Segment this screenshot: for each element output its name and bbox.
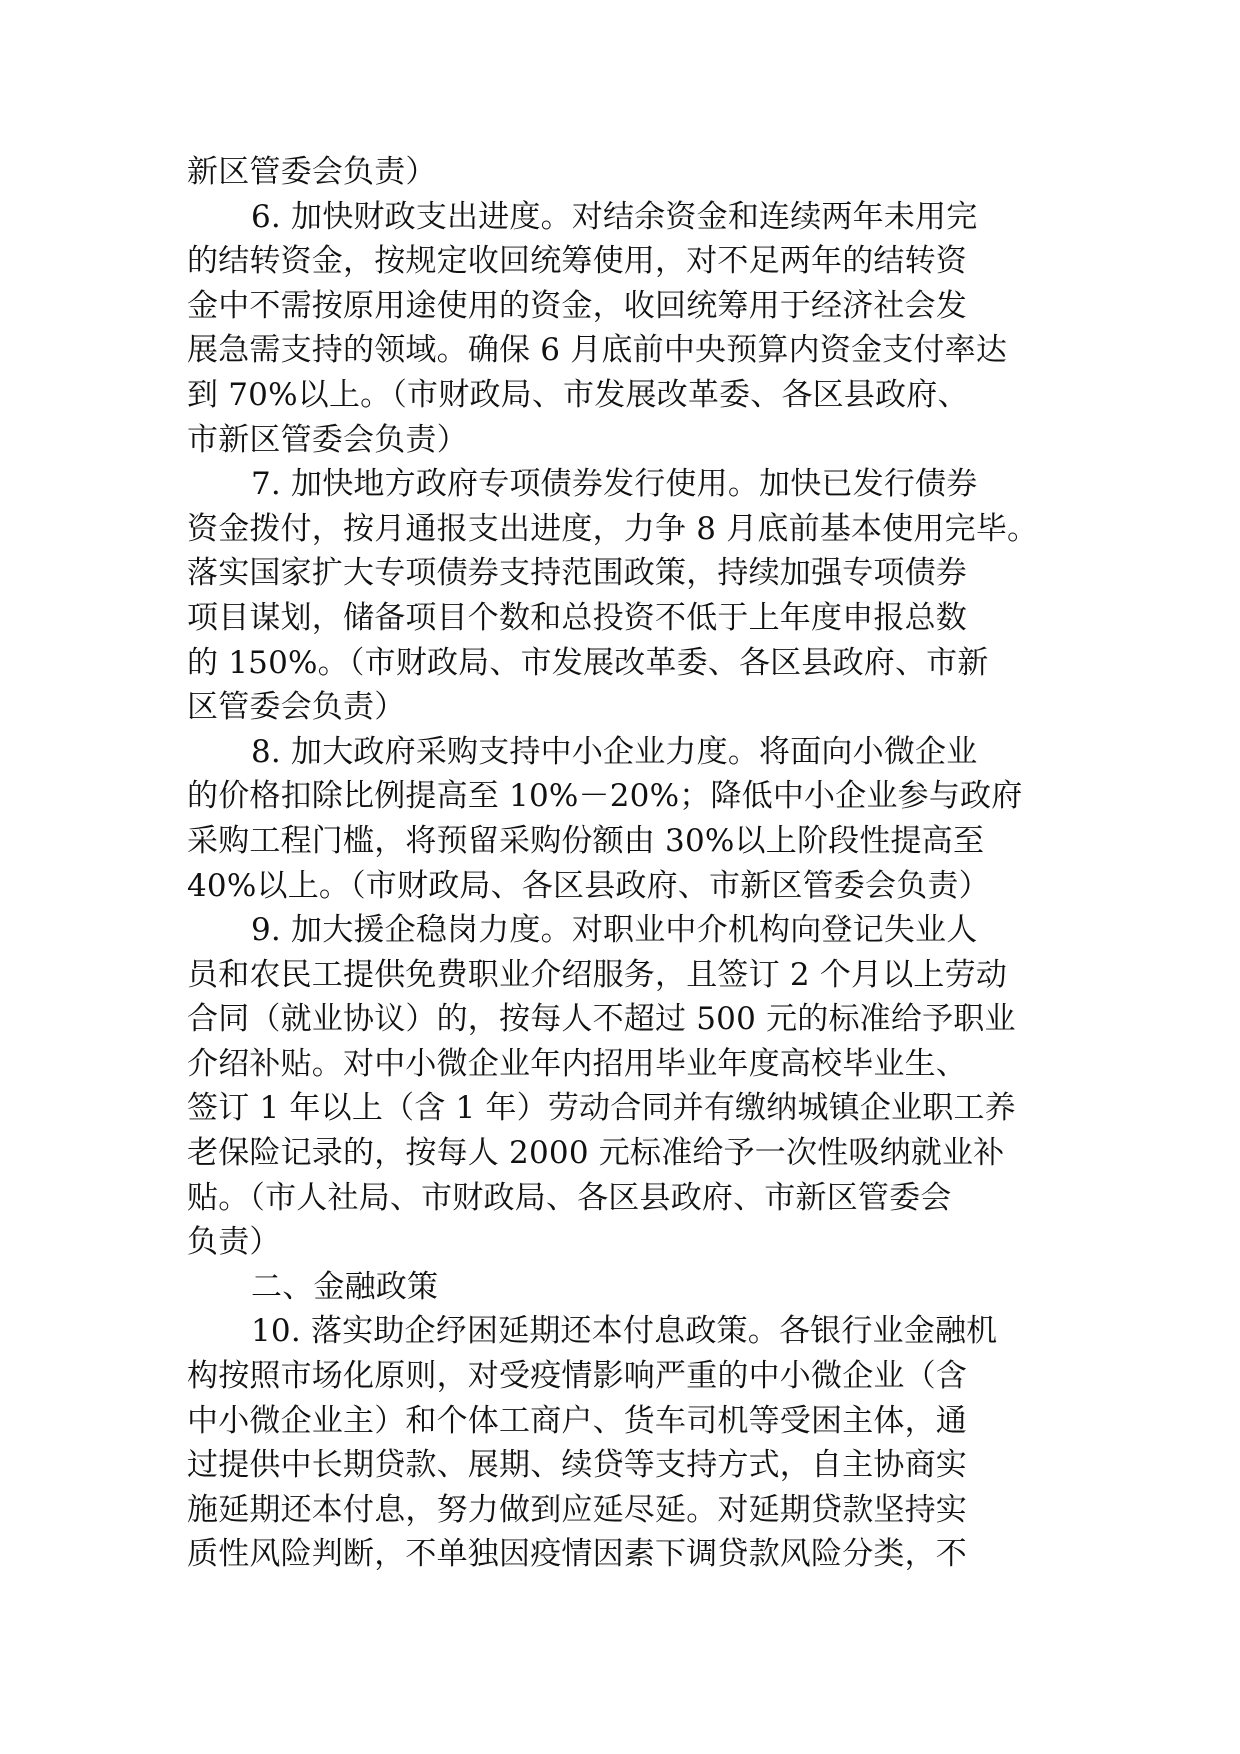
text-line: 的结转资金，按规定收回统筹使用，对不足两年的结转资 (187, 243, 967, 280)
text-line: 的价格扣除比例提高至 10%－20%；降低中小企业参与政府 (187, 778, 1023, 815)
text-line: 构按照市场化原则，对受疫情影响严重的中小微企业（含 (187, 1358, 967, 1395)
text-line: 展急需支持的领域。确保 6 月底前中央预算内资金支付率达 (187, 332, 1008, 369)
text-line: 介绍补贴。对中小微企业年内招用毕业年度高校毕业生、 (187, 1045, 967, 1082)
text-line: 8. 加大政府采购支持中小企业力度。将面向小微企业 (251, 733, 978, 770)
text-line: 贴。（市人社局、市财政局、各区县政府、市新区管委会 (187, 1179, 952, 1216)
text-line: 项目谋划，储备项目个数和总投资不低于上年度申报总数 (187, 599, 967, 636)
text-line: 市新区管委会负责） (187, 421, 468, 458)
text-line: 过提供中长期贷款、展期、续贷等支持方式，自主协商实 (187, 1447, 967, 1484)
text-line: 落实国家扩大专项债券支持范围政策，持续加强专项债券 (187, 555, 967, 592)
text-line: 质性风险判断，不单独因疫情因素下调贷款风险分类，不 (187, 1536, 967, 1573)
text-line: 负责） (187, 1224, 281, 1261)
text-line: 二、金融政策 (251, 1268, 439, 1305)
text-line: 施延期还本付息，努力做到应延尽延。对延期贷款坚持实 (187, 1491, 967, 1528)
body-text (187, 150, 1057, 1577)
text-line: 采购工程门槛，将预留采购份额由 30%以上阶段性提高至 (187, 822, 985, 859)
text-line: 到 70%以上。（市财政局、市发展改革委、各区县政府、 (187, 376, 969, 413)
text-line: 40%以上。（市财政局、各区县政府、市新区管委会负责） (187, 867, 990, 904)
text-line: 区管委会负责） (187, 689, 406, 726)
text-line: 新区管委会负责） (187, 154, 437, 190)
text-line: 员和农民工提供免费职业介绍服务，且签订 2 个月以上劳动 (187, 956, 1008, 993)
text-line: 签订 1 年以上（含 1 年）劳动合同并有缴纳城镇企业职工养 (187, 1090, 1016, 1127)
text-line: 老保险记录的，按每人 2000 元标准给予一次性吸纳就业补 (187, 1135, 1005, 1172)
text-line: 7. 加快地方政府专项债券发行使用。加快已发行债券 (251, 466, 978, 503)
text-line: 的 150%。（市财政局、市发展改革委、各区县政府、市新 (187, 644, 989, 681)
text-line: 中小微企业主）和个体工商户、货车司机等受困主体，通 (187, 1402, 967, 1439)
text-line: 6. 加快财政支出进度。对结余资金和连续两年未用完 (251, 198, 978, 235)
text-line: 9. 加大援企稳岗力度。对职业中介机构向登记失业人 (251, 912, 978, 949)
text-line: 合同（就业协议）的，按每人不超过 500 元的标准给予职业 (187, 1001, 1016, 1038)
text-line: 10. 落实助企纾困延期还本付息政策。各银行业金融机 (251, 1313, 998, 1350)
text-line: 资金拨付，按月通报支出进度，力争 8 月底前基本使用完毕。 (187, 510, 1039, 547)
text-line: 金中不需按原用途使用的资金，收回统筹用于经济社会发 (187, 287, 967, 324)
